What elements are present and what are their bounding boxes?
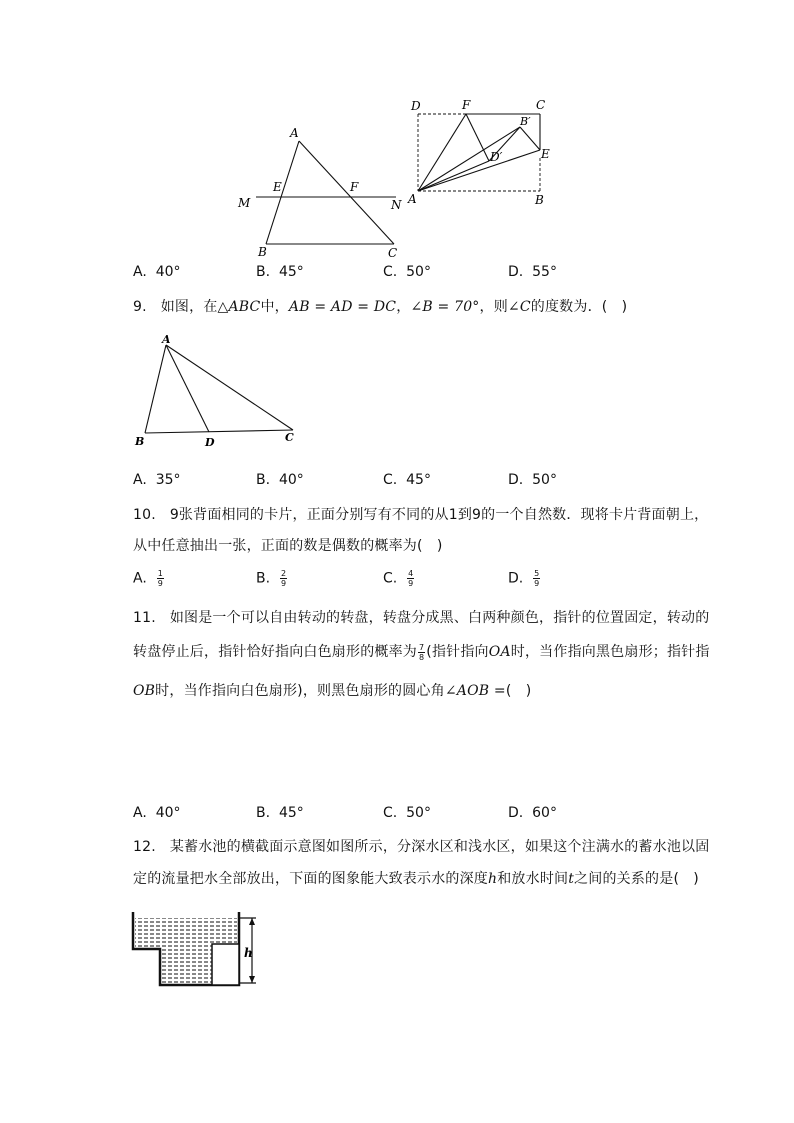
label-C2: C xyxy=(536,98,546,112)
q9-label-D: D xyxy=(205,436,215,449)
q9-number: 9. xyxy=(133,299,147,315)
q10-option-c[interactable]: C. $\frac{4}{9}$ xyxy=(383,569,414,588)
q9-option-a[interactable]: A. 35° xyxy=(133,472,181,488)
label-M: M xyxy=(238,196,251,210)
q10-stem-line2: 从中任意抽出一张，正面的数是偶数的概率为( ) xyxy=(133,538,443,554)
label-D-prime: D′ xyxy=(490,150,503,164)
q10-option-d[interactable]: D. $\frac{5}{9}$ xyxy=(508,569,540,588)
label-N: N xyxy=(391,198,402,212)
q11-stem-line2: 转盘停止后，指针恰好指向白色扇形的概率为 $\frac{7}{8}$ (指针指向OA时，当作指向黑色扇形；指针指 xyxy=(133,642,710,662)
label-B: B xyxy=(258,245,267,259)
q9-option-d[interactable]: D. 50° xyxy=(508,472,557,488)
q11-stem-line3: OB时，当作指向白色扇形)，则黑色扇形的圆心角∠AOB =( ) xyxy=(133,683,532,699)
q11-number: 11. xyxy=(133,610,156,626)
q8-option-d[interactable]: D. 55° xyxy=(508,264,557,280)
q9-stem: 9. 如图，在△ABC中，AB = AD = DC，∠B = 70°，则∠C的度数为．( ) xyxy=(133,299,628,315)
q9-option-c[interactable]: C. 45° xyxy=(383,472,431,488)
q8-figures xyxy=(230,95,560,265)
q8-option-a[interactable]: A. 40° xyxy=(133,264,181,280)
q12-number: 12. xyxy=(133,839,156,855)
q9-triangle-figure xyxy=(130,330,310,450)
label-B2: B xyxy=(535,193,544,207)
q9-option-b[interactable]: B. 40° xyxy=(256,472,304,488)
q12-reservoir-figure xyxy=(125,905,265,990)
q10-number: 10. xyxy=(133,507,156,523)
label-F: F xyxy=(350,180,359,194)
label-F2: F xyxy=(462,98,471,112)
label-E: E xyxy=(273,180,282,194)
q11-option-d[interactable]: D. 60° xyxy=(508,805,557,821)
label-E2: E xyxy=(541,147,550,161)
label-C: C xyxy=(388,246,398,260)
q9-label-A: A xyxy=(162,333,171,346)
q10-stem-line1: 10. 9张背面相同的卡片，正面分别写有不同的从1到9的一个自然数．现将卡片背面朝上， xyxy=(133,507,709,523)
label-D: D xyxy=(411,99,421,113)
q11-option-c[interactable]: C. 50° xyxy=(383,805,431,821)
triangle-abc-figure xyxy=(237,126,402,260)
q12-label-h: h xyxy=(244,946,253,960)
q12-stem-line1: 12. 某蓄水池的横截面示意图如图所示，分深水区和浅水区，如果这个注满水的蓄水池以固 xyxy=(133,839,710,855)
q8-option-b[interactable]: B. 45° xyxy=(256,264,304,280)
label-B-prime: B′ xyxy=(520,115,531,128)
q8-option-c[interactable]: C. 50° xyxy=(383,264,431,280)
q10-option-b[interactable]: B. $\frac{2}{9}$ xyxy=(256,569,287,588)
q11-option-b[interactable]: B. 45° xyxy=(256,805,304,821)
label-A2: A xyxy=(408,192,417,206)
q10-option-a[interactable]: A. $\frac{1}{9}$ xyxy=(133,569,163,588)
q11-option-a[interactable]: A. 40° xyxy=(133,805,181,821)
fold-rectangle-figure xyxy=(407,98,550,207)
q9-label-C: C xyxy=(285,431,294,444)
q12-stem-line2: 定的流量把水全部放出，下面的图象能大致表示水的深度h和放水时间t之间的关系的是( ) xyxy=(133,871,699,887)
q9-label-B: B xyxy=(135,435,145,448)
label-A: A xyxy=(290,126,299,140)
q11-stem-line1: 11. 如图是一个可以自由转动的转盘，转盘分成黑、白两种颜色，指针的位置固定，转动的 xyxy=(133,610,710,626)
